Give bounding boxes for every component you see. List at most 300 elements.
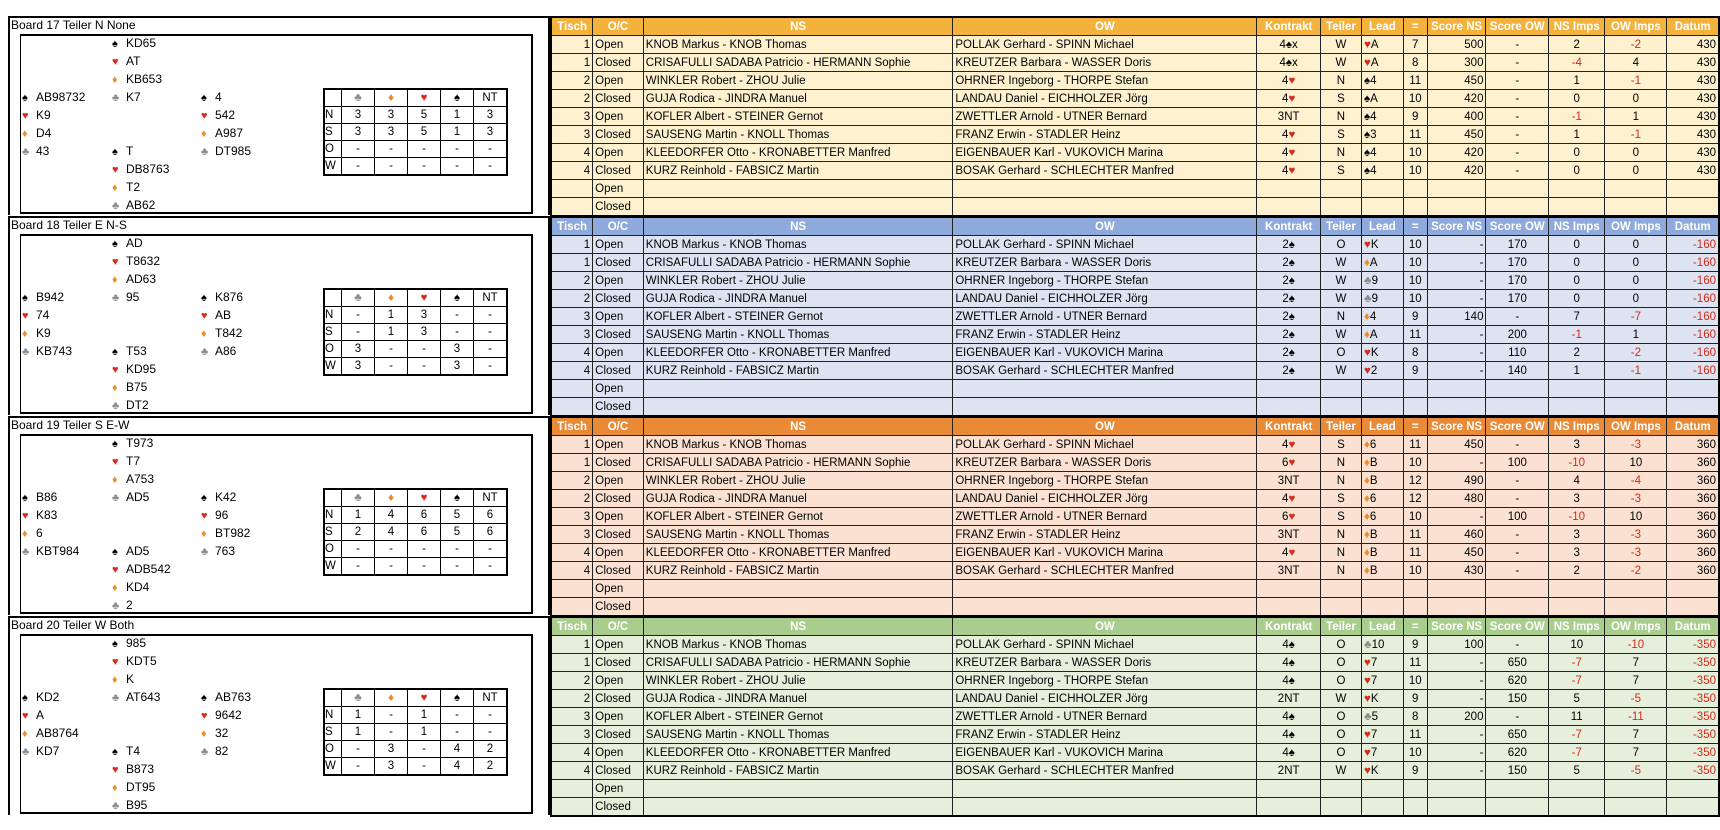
lead-cell [1362, 180, 1404, 198]
contract-cell: 2♠ [1257, 236, 1320, 254]
cell-datum: -160 [1667, 290, 1719, 308]
cell-nsimps: 1 [1549, 126, 1605, 144]
north-s-cards: T973 [126, 436, 154, 450]
west-h-cards: K83 [36, 508, 58, 522]
heart-icon: ♥ [112, 564, 119, 576]
cell-tisch [551, 598, 593, 617]
cell-tisch: 4 [551, 144, 593, 162]
cell-scorens: - [1427, 236, 1486, 254]
cell-datum [1667, 180, 1719, 198]
cell-ow: FRANZ Erwin - STADLER Heinz [953, 726, 1257, 744]
cell-: 9 [1403, 362, 1427, 380]
results-table [550, 216, 1720, 417]
diamond-icon: ♦ [112, 74, 118, 86]
cell-datum: 360 [1667, 454, 1719, 472]
cell-nsimps: 3 [1549, 544, 1605, 562]
east-hand [201, 288, 243, 360]
lead-cell [1362, 380, 1404, 398]
cell-owimps: 10 [1605, 454, 1667, 472]
table-row [551, 726, 1719, 744]
heart-icon: ♥ [22, 310, 29, 322]
cell-ow: POLLAK Gerhard - SPINN Michael [953, 636, 1257, 654]
dd-cell: 5 [408, 107, 441, 124]
south-d-cards: T2 [126, 180, 141, 194]
dd-cell: - [474, 341, 508, 358]
cell-tisch [551, 180, 593, 198]
hand-panel [8, 216, 551, 415]
cell-ns: KOFLER Albert - STEINER Gernot [643, 508, 953, 526]
col-header: Kontrakt [1257, 217, 1320, 236]
cell-scorens: - [1427, 454, 1486, 472]
cell-scoreow: 620 [1486, 672, 1549, 690]
cell-tisch: 2 [551, 72, 593, 90]
lead-cell [1362, 580, 1404, 598]
cell-oc: Closed [593, 690, 644, 708]
col-header: NS [643, 417, 953, 436]
cell-nsimps: -7 [1549, 744, 1605, 762]
table-row [551, 162, 1719, 180]
cell-ow: EIGENBAUER Karl - VUKOVICH Marina [953, 344, 1257, 362]
east-hand [201, 488, 250, 560]
cell-ns: KLEEDORFER Otto - KRONABETTER Manfred [643, 144, 953, 162]
dd-cell: 3 [375, 124, 408, 141]
cell-teiler [1320, 180, 1361, 198]
col-header: Tisch [551, 617, 593, 636]
cell-teiler: W [1320, 36, 1361, 54]
dd-cell: 3 [342, 341, 375, 358]
dd-header-2: ♥ [408, 689, 441, 707]
cell-ns: GUJA Rodica - JINDRA Manuel [643, 90, 953, 108]
col-header: Datum [1667, 217, 1719, 236]
cell-oc: Closed [593, 762, 644, 780]
cell-nsimps [1549, 598, 1605, 617]
contract-cell: 2♠ [1257, 344, 1320, 362]
cell-ns: KURZ Reinhold - FABSICZ Martin [643, 762, 953, 780]
cell-tisch: 4 [551, 344, 593, 362]
dd-cell: - [441, 724, 474, 741]
club-icon: ♣ [201, 346, 209, 358]
double-dummy-table [323, 688, 508, 776]
dd-cell: - [342, 558, 375, 576]
cell-datum [1667, 598, 1719, 617]
cell-ow: KREUTZER Barbara - WASSER Doris [953, 654, 1257, 672]
lead-cell: ♠A [1362, 90, 1404, 108]
table-row [551, 90, 1719, 108]
cell-tisch: 3 [551, 308, 593, 326]
dd-direction: S [324, 324, 342, 341]
col-header: Datum [1667, 617, 1719, 636]
cell-scoreow: - [1486, 472, 1549, 490]
lead-cell: ♦4 [1362, 308, 1404, 326]
cell-ns: KLEEDORFER Otto - KRONABETTER Manfred [643, 544, 953, 562]
cell-datum [1667, 580, 1719, 598]
cell-: 9 [1403, 762, 1427, 780]
cell-: 12 [1403, 472, 1427, 490]
cell-scoreow: - [1486, 54, 1549, 72]
cell-ow: LANDAU Daniel - EICHHOLZER Jörg [953, 690, 1257, 708]
dd-cell: 3 [375, 107, 408, 124]
cell-teiler: N [1320, 472, 1361, 490]
spade-icon: ♠ [112, 346, 118, 358]
north-hand [112, 88, 141, 106]
cell-owimps: -1 [1605, 72, 1667, 90]
cell-: 11 [1403, 726, 1427, 744]
heart-icon: ♥ [201, 510, 208, 522]
dd-cell: - [474, 324, 508, 341]
cell-ow: KREUTZER Barbara - WASSER Doris [953, 454, 1257, 472]
dd-cell: 5 [441, 524, 474, 541]
table-row [551, 454, 1719, 472]
cell-scoreow: 140 [1486, 362, 1549, 380]
cell-tisch: 1 [551, 654, 593, 672]
cell-ns: SAUSENG Martin - KNOLL Thomas [643, 326, 953, 344]
col-header: Tisch [551, 217, 593, 236]
cell-scoreow: 100 [1486, 454, 1549, 472]
col-header: OW [953, 617, 1257, 636]
cell-teiler: S [1320, 436, 1361, 454]
dd-direction: W [324, 358, 342, 376]
cell-teiler: O [1320, 636, 1361, 654]
cell-scorens: 490 [1427, 472, 1486, 490]
cell-: 10 [1403, 144, 1427, 162]
cell-oc: Closed [593, 654, 644, 672]
cell-scorens: 450 [1427, 436, 1486, 454]
cell-ns: KOFLER Albert - STEINER Gernot [643, 708, 953, 726]
cell-nsimps: 4 [1549, 472, 1605, 490]
cell-scoreow: 170 [1486, 254, 1549, 272]
contract-cell: 3NT [1257, 526, 1320, 544]
cell-scorens: 300 [1427, 54, 1486, 72]
dd-cell: - [441, 158, 474, 176]
contract-cell: 4♥ [1257, 72, 1320, 90]
cell-: 9 [1403, 636, 1427, 654]
contract-cell: 2♠ [1257, 362, 1320, 380]
dd-cell: - [474, 541, 508, 558]
dd-cell: 4 [375, 524, 408, 541]
cell-ow: POLLAK Gerhard - SPINN Michael [953, 36, 1257, 54]
table-row [551, 490, 1719, 508]
cell-oc: Closed [593, 362, 644, 380]
dd-cell: - [408, 558, 441, 576]
table-row [551, 690, 1719, 708]
north-d-cards: AD63 [126, 272, 157, 286]
cell-teiler [1320, 780, 1361, 798]
dd-cell: 6 [408, 507, 441, 524]
west-h-cards: 74 [36, 308, 50, 322]
cell-ns [643, 198, 953, 217]
dd-cell: - [474, 558, 508, 576]
table-row [551, 198, 1719, 217]
lead-cell: ♦6 [1362, 508, 1404, 526]
dd-cell: - [474, 158, 508, 176]
cell-owimps: -3 [1605, 436, 1667, 454]
cell-: 10 [1403, 454, 1427, 472]
cell-teiler: S [1320, 508, 1361, 526]
dd-cell: - [408, 141, 441, 158]
dd-cell: 1 [441, 107, 474, 124]
north-c-cards: AD5 [126, 490, 150, 504]
dd-cell: 1 [375, 324, 408, 341]
cell-: 10 [1403, 272, 1427, 290]
cell-tisch [551, 798, 593, 817]
dd-cell: - [342, 741, 375, 758]
cell-scoreow: - [1486, 526, 1549, 544]
cell-owimps: -5 [1605, 690, 1667, 708]
south-s-cards: T4 [126, 744, 141, 758]
table-row [551, 54, 1719, 72]
cell-owimps [1605, 598, 1667, 617]
cell-ns: CRISAFULLI SADABA Patricio - HERMANN Sophie [643, 254, 953, 272]
cell-scoreow: 650 [1486, 654, 1549, 672]
contract-cell: 3NT [1257, 472, 1320, 490]
west-hand [22, 488, 79, 560]
east-d-cards: T842 [215, 326, 243, 340]
diamond-icon: ♦ [112, 382, 118, 394]
cell-teiler: W [1320, 272, 1361, 290]
club-icon: ♣ [201, 746, 209, 758]
north-d-cards: KB653 [126, 72, 163, 86]
cell-ns: KOFLER Albert - STEINER Gernot [643, 308, 953, 326]
dd-cell: 3 [375, 741, 408, 758]
dd-cell: 2 [474, 758, 508, 776]
cell-: 10 [1403, 744, 1427, 762]
cell-oc: Open [593, 180, 644, 198]
contract-cell [1257, 380, 1320, 398]
cell-datum [1667, 780, 1719, 798]
cell-ow: KREUTZER Barbara - WASSER Doris [953, 54, 1257, 72]
cell-scoreow: - [1486, 36, 1549, 54]
dd-cell: - [375, 724, 408, 741]
cell-datum: -350 [1667, 636, 1719, 654]
cell-nsimps: 10 [1549, 636, 1605, 654]
north-h-cards: AT [126, 54, 141, 68]
cell-owimps: 1 [1605, 326, 1667, 344]
cell-tisch: 4 [551, 562, 593, 580]
cell-nsimps [1549, 780, 1605, 798]
cell-datum: -160 [1667, 344, 1719, 362]
cell-ow: BOSAK Gerhard - SCHLECHTER Manfred [953, 362, 1257, 380]
cell-scoreow: 620 [1486, 744, 1549, 762]
north-s-cards: AD [126, 236, 143, 250]
contract-cell: 4♠ [1257, 708, 1320, 726]
spade-icon: ♠ [112, 238, 118, 250]
cell-owimps: 0 [1605, 162, 1667, 180]
cell-ow: EIGENBAUER Karl - VUKOVICH Marina [953, 544, 1257, 562]
dd-cell: 3 [474, 107, 508, 124]
col-header: Teiler [1320, 17, 1361, 36]
cell-scorens: 450 [1427, 126, 1486, 144]
dd-cell: 3 [342, 358, 375, 376]
cell-ow: FRANZ Erwin - STADLER Heinz [953, 526, 1257, 544]
cell-ns: WINKLER Robert - ZHOU Julie [643, 672, 953, 690]
club-icon: ♣ [22, 346, 30, 358]
dd-cell: - [408, 758, 441, 776]
south-s-cards: AD5 [126, 544, 150, 558]
cell-scoreow: - [1486, 436, 1549, 454]
dd-cell: 5 [441, 507, 474, 524]
cell-tisch: 2 [551, 472, 593, 490]
col-header: OW Imps [1605, 217, 1667, 236]
diamond-icon: ♦ [201, 728, 207, 740]
cell-teiler [1320, 380, 1361, 398]
cell-scorens: 420 [1427, 144, 1486, 162]
contract-cell: 4♠ [1257, 636, 1320, 654]
cell-datum: 360 [1667, 436, 1719, 454]
cell-owimps: 7 [1605, 654, 1667, 672]
west-hand [22, 288, 72, 360]
cell-teiler: W [1320, 54, 1361, 72]
dd-cell: - [441, 558, 474, 576]
cell-scoreow: - [1486, 108, 1549, 126]
contract-cell: 6♥ [1257, 508, 1320, 526]
table-row [551, 598, 1719, 617]
cell-datum: 430 [1667, 144, 1719, 162]
spade-icon: ♠ [112, 746, 118, 758]
dd-cell: - [375, 341, 408, 358]
cell-ns: CRISAFULLI SADABA Patricio - HERMANN Sophie [643, 54, 953, 72]
cell-oc: Closed [593, 326, 644, 344]
cell-ow: BOSAK Gerhard - SCHLECHTER Manfred [953, 762, 1257, 780]
west-hand [22, 88, 85, 160]
dd-cell: 1 [441, 124, 474, 141]
cell-oc: Closed [593, 598, 644, 617]
cell-tisch: 1 [551, 254, 593, 272]
col-header: Tisch [551, 17, 593, 36]
north-hand [112, 234, 160, 288]
cell-datum: 430 [1667, 54, 1719, 72]
cell-nsimps: -10 [1549, 508, 1605, 526]
table-row [551, 326, 1719, 344]
north-h-cards: T8632 [126, 254, 161, 268]
table-row [551, 744, 1719, 762]
cell-ow: OHRNER Ingeborg - THORPE Stefan [953, 672, 1257, 690]
cell-scorens: - [1427, 762, 1486, 780]
east-s-cards: K876 [215, 290, 244, 304]
col-header: Score OW [1486, 217, 1549, 236]
cell-teiler: O [1320, 726, 1361, 744]
dd-cell: 5 [408, 124, 441, 141]
cell-tisch: 1 [551, 36, 593, 54]
dd-header-2: ♥ [408, 489, 441, 507]
cell-teiler: N [1320, 454, 1361, 472]
col-header: O/C [593, 217, 644, 236]
cell-datum: -350 [1667, 762, 1719, 780]
club-icon: ♣ [201, 546, 209, 558]
cell-datum: -350 [1667, 654, 1719, 672]
cell-datum: -350 [1667, 690, 1719, 708]
cell-oc: Open [593, 508, 644, 526]
results-table [550, 616, 1720, 817]
table-row [551, 436, 1719, 454]
cell-nsimps: -4 [1549, 54, 1605, 72]
cell-owimps: 4 [1605, 54, 1667, 72]
west-s-cards: B86 [36, 490, 58, 504]
dd-direction: O [324, 341, 342, 358]
dd-cell: 1 [375, 307, 408, 324]
cell-tisch: 3 [551, 126, 593, 144]
cell-ns [643, 380, 953, 398]
cell-owimps [1605, 798, 1667, 817]
cell-ns [643, 398, 953, 417]
table-row [551, 636, 1719, 654]
cell-ns: WINKLER Robert - ZHOU Julie [643, 272, 953, 290]
cell-ow: OHRNER Ingeborg - THORPE Stefan [953, 272, 1257, 290]
south-hand [112, 342, 156, 414]
table-row [551, 544, 1719, 562]
cell-scoreow: - [1486, 636, 1549, 654]
south-h-cards: B873 [126, 762, 155, 776]
cell-ns: KNOB Markus - KNOB Thomas [643, 36, 953, 54]
cell-datum [1667, 198, 1719, 217]
cell-: 10 [1403, 290, 1427, 308]
contract-cell: 4♠ [1257, 672, 1320, 690]
cell-scoreow [1486, 780, 1549, 798]
west-d-cards: K9 [36, 326, 51, 340]
lead-cell: ♠4 [1362, 108, 1404, 126]
cell-tisch: 3 [551, 508, 593, 526]
dd-direction: W [324, 558, 342, 576]
dd-direction: O [324, 541, 342, 558]
cell-ow: KREUTZER Barbara - WASSER Doris [953, 254, 1257, 272]
cell-ow: FRANZ Erwin - STADLER Heinz [953, 126, 1257, 144]
dd-cell: 6 [408, 524, 441, 541]
heart-icon: ♥ [201, 110, 208, 122]
cell-scoreow: 650 [1486, 726, 1549, 744]
cell-tisch: 3 [551, 708, 593, 726]
cell-ns: GUJA Rodica - JINDRA Manuel [643, 290, 953, 308]
cell-teiler: N [1320, 526, 1361, 544]
cell-ns: GUJA Rodica - JINDRA Manuel [643, 690, 953, 708]
cell-nsimps: 0 [1549, 272, 1605, 290]
cell-oc: Open [593, 580, 644, 598]
cell-: 12 [1403, 490, 1427, 508]
cell- [1403, 780, 1427, 798]
spade-icon: ♠ [112, 146, 118, 158]
lead-cell: ♥7 [1362, 654, 1404, 672]
table-row [551, 290, 1719, 308]
dd-direction: W [324, 158, 342, 176]
cell-scoreow: 170 [1486, 236, 1549, 254]
cell-teiler: W [1320, 690, 1361, 708]
west-hand [22, 688, 79, 760]
col-header: NS Imps [1549, 217, 1605, 236]
contract-cell: 4♥ [1257, 126, 1320, 144]
cell-teiler: W [1320, 254, 1361, 272]
cell-datum: -160 [1667, 308, 1719, 326]
dd-cell: 4 [441, 758, 474, 776]
lead-cell [1362, 780, 1404, 798]
cell-scorens [1427, 380, 1486, 398]
cell-scorens: 460 [1427, 526, 1486, 544]
south-c-cards: DT2 [126, 398, 149, 412]
cell-oc: Open [593, 744, 644, 762]
cell-: 10 [1403, 236, 1427, 254]
cell-owimps: 7 [1605, 744, 1667, 762]
south-h-cards: KD95 [126, 362, 157, 376]
cell-nsimps: 0 [1549, 144, 1605, 162]
cell-owimps: -10 [1605, 636, 1667, 654]
diamond-icon: ♦ [201, 528, 207, 540]
contract-cell: 4♥ [1257, 90, 1320, 108]
cell-scorens [1427, 798, 1486, 817]
cell-nsimps: 0 [1549, 162, 1605, 180]
dd-cell: 1 [342, 724, 375, 741]
lead-cell: ♥A [1362, 36, 1404, 54]
cell-tisch: 2 [551, 690, 593, 708]
col-header: Score OW [1486, 617, 1549, 636]
cell-datum [1667, 398, 1719, 417]
lead-cell: ♥A [1362, 54, 1404, 72]
